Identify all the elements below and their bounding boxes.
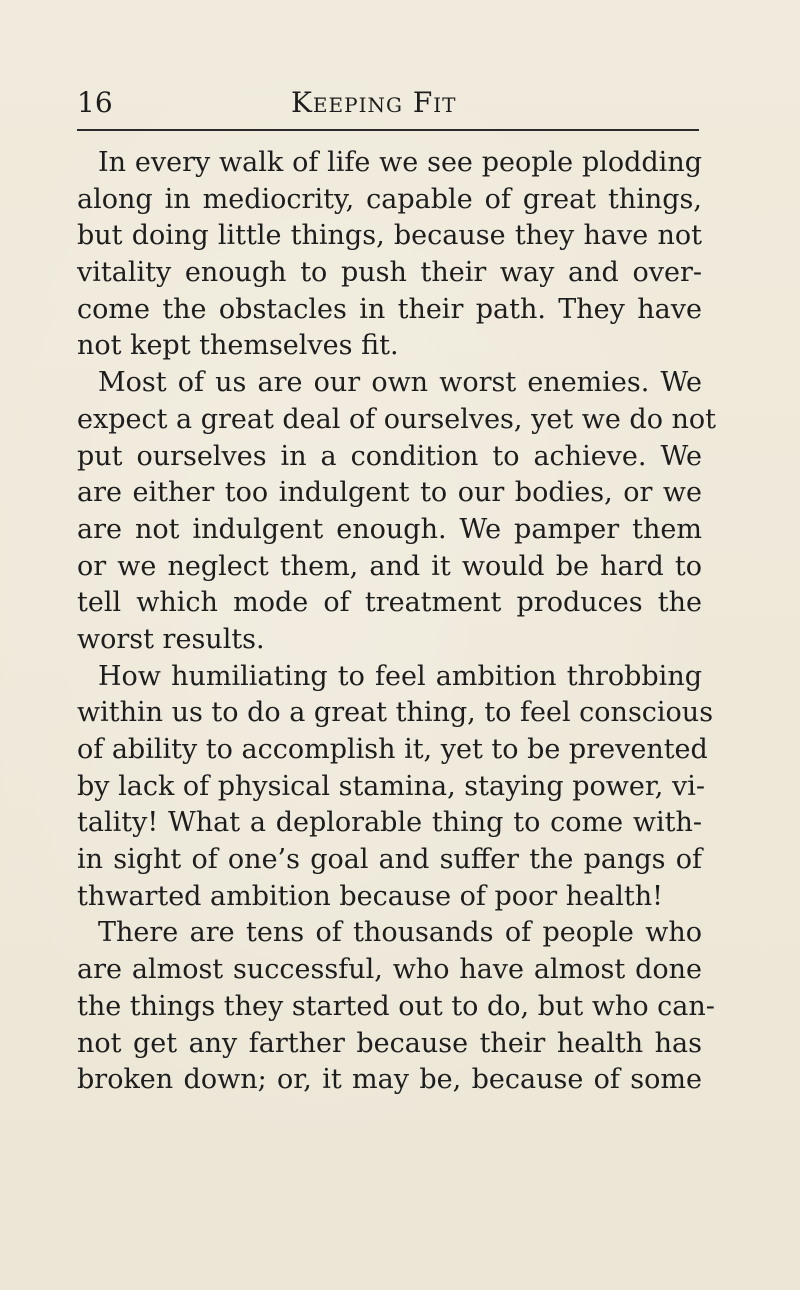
text-line: are either too indulgent to our bodies, or we [77,477,702,509]
text-line: not kept themselves fit. [77,330,399,362]
text-line: but doing little things, because they have not [77,220,702,252]
text-line: by lack of physical stamina, staying power, vi- [77,770,705,802]
text-line: put ourselves in a condition to achieve. We [77,440,702,472]
page-number: 16 [77,86,113,119]
text-line: along in mediocrity, capable of great things, [77,183,702,215]
text-line: of ability to accomplish it, yet to be prevented [77,734,708,765]
text-line: or we neglect them, and it would be hard to [77,550,702,582]
text-line: How humiliating to feel ambition throbbing [98,660,702,692]
text-line: come the obstacles in their path. They have [77,293,702,325]
text-line: worst results. [77,623,265,655]
text-line: expect a great deal of ourselves, yet we do not [77,403,717,435]
text-line: tality! What a deplorable thing to come with- [77,807,702,839]
body-text [77,145,717,1099]
text-line: not get any farther because their health has [77,1027,702,1059]
header-rule [77,129,699,131]
running-head: Keeping Fit [291,86,457,119]
text-line: the things they started out to do, but who can- [77,990,715,1022]
text-line: Most of us are our own worst enemies. We [98,367,702,399]
text-line: vitality enough to push their way and over- [77,257,702,289]
text-line: are not indulgent enough. We pamper them [77,513,702,545]
text-line: In every walk of life we see people plodding [98,147,702,178]
text-line: are almost successful, who have almost done [77,954,702,986]
text-line: thwarted ambition because of poor health! [77,880,663,912]
page-header [77,86,697,130]
text-line: in sight of one’s goal and suffer the pangs of [77,844,702,876]
text-line: broken down; or, it may be, because of some [77,1064,702,1096]
text-line: tell which mode of treatment produces the [77,587,702,619]
text-line: within us to do a great thing, to feel conscious [77,697,714,729]
text-line: There are tens of thousands of people who [98,917,702,949]
